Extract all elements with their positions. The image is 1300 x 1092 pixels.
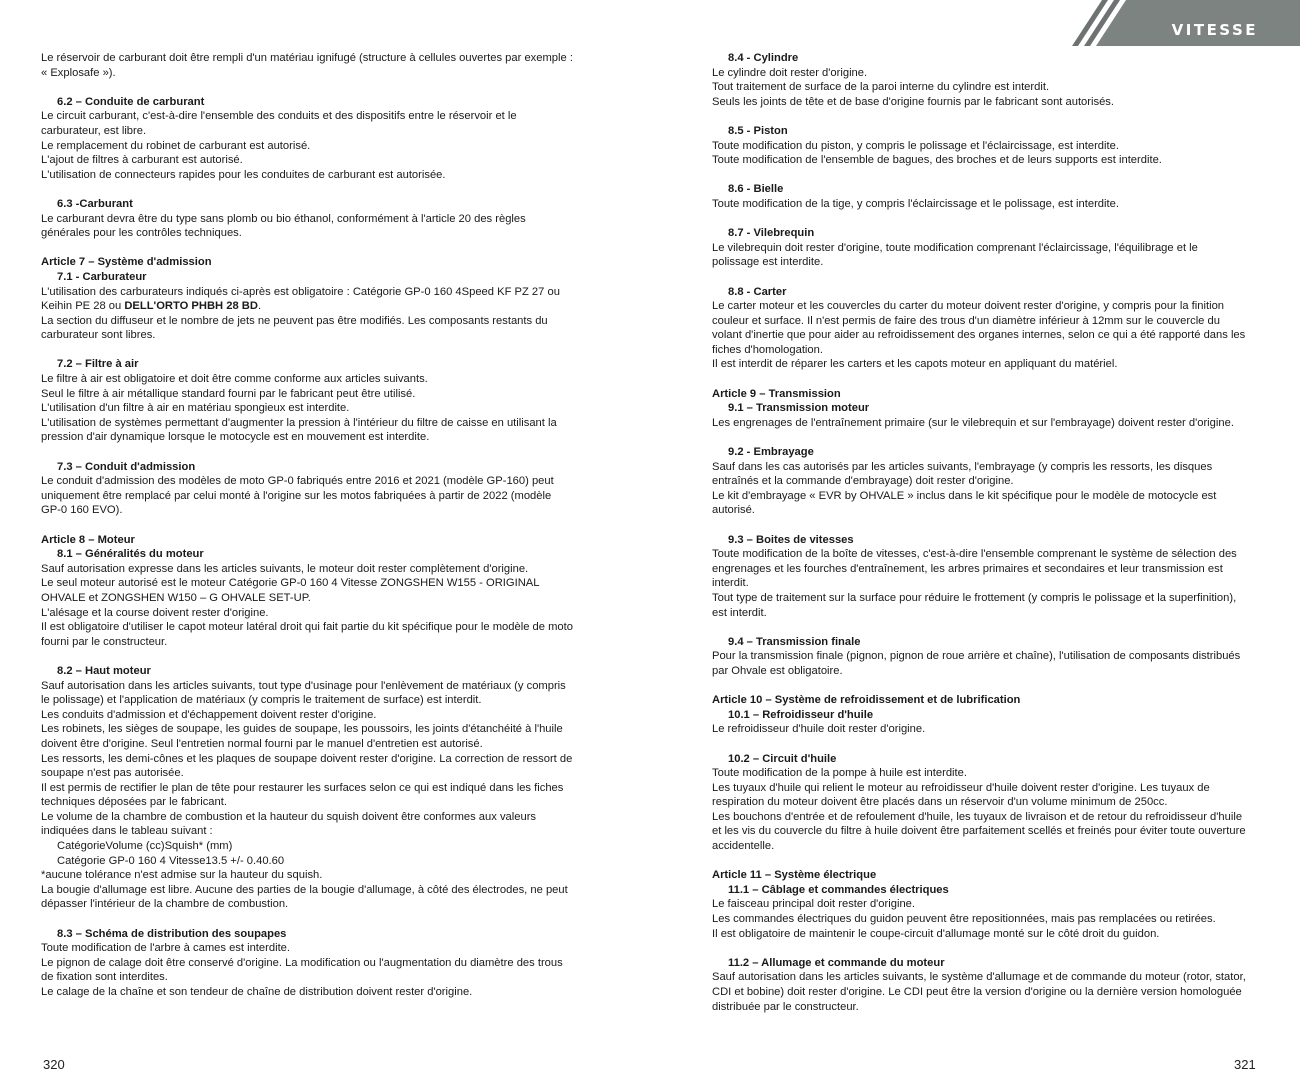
section-heading: 8.2 – Haut moteur <box>57 664 151 677</box>
paragraph-line: carburateur sont libres. <box>41 329 156 342</box>
section-heading: 11.2 – Allumage et commande du moteur <box>728 956 945 969</box>
paragraph-line: Les ressorts, les demi-cônes et les plaques de soupape doivent rester d'origine. La correction de ressort de <box>41 752 573 765</box>
paragraph-line: indiquées dans le tableau suivant : <box>41 825 213 838</box>
paragraph-line: CDI et bobine) doit rester d'origine. Le CDI peut être la version d'origine ou la dernière version homologuée <box>712 986 1242 998</box>
section-heading: 6.3 -Carburant <box>57 197 133 210</box>
paragraph <box>712 139 1258 168</box>
section-heading: 9.2 - Embrayage <box>728 446 814 459</box>
section-8-6 <box>712 182 1258 211</box>
paragraph-line: Le circuit carburant, c'est-à-dire l'ensemble des conduits et des dispositifs entre le réservoir et le <box>41 110 517 123</box>
paragraph-line: fiches d'homologation. <box>712 343 823 356</box>
article-11 <box>712 868 1258 941</box>
section-11-2 <box>712 956 1258 1014</box>
article-heading: Article 11 – Système électrique <box>712 869 877 882</box>
paragraph-line: Tout traitement de surface de la paroi interne du cylindre est interdit. <box>712 81 1050 94</box>
paragraph-line: respiration du moteur doivent être placés dans un réservoir d'un volume minimum de 250cc. <box>712 796 1168 809</box>
paragraph-line: Toute modification du piston, y compris le polissage et l'éclaircissage, est interdite. <box>712 139 1119 152</box>
paragraph <box>41 372 588 445</box>
paragraph-line: Le réservoir de carburant doit être rempli d'un matériau ignifugé (structure à cellules ouvertes par exemple : <box>41 52 573 64</box>
paragraph-line: La section du diffuseur et le nombre de jets ne peuvent pas être modifiés. Les composants restants du <box>41 314 548 327</box>
paragraph-line: Le remplacement du robinet de carburant est autorisé. <box>41 139 311 152</box>
paragraph-line: Les conduits d'admission et d'échappement doivent rester d'origine. <box>41 708 377 721</box>
paragraph <box>41 679 588 840</box>
paragraph-line: fourni par le constructeur. <box>41 635 168 648</box>
paragraph-line: Sauf autorisation expresse dans les articles suivants, le moteur doit rester complètement d'origine. <box>41 562 529 575</box>
paragraph <box>712 970 1258 1014</box>
article-heading: Article 9 – Transmission <box>712 387 841 400</box>
paragraph-line: engrenages et les fourches d'entraînement, les arbres primaires et secondaires et leur transmission est <box>712 562 1223 575</box>
paragraph-line: Keihin PE 28 ou DELL'ORTO PHBH 28 BD. <box>41 300 262 313</box>
article-heading: Article 10 – Système de refroidissement et de lubrification <box>712 694 1021 707</box>
section-6-3 <box>41 197 588 241</box>
section-8-5 <box>712 124 1258 168</box>
paragraph <box>41 562 588 650</box>
section-heading: 8.4 - Cylindre <box>728 52 799 64</box>
paragraph-line: Toute modification de la tige, y compris l'éclaircissage et le polissage, est interdite. <box>712 197 1119 210</box>
section-8-4 <box>712 51 1258 109</box>
section-heading: 8.5 - Piston <box>728 124 788 137</box>
paragraph-line: distribuée par le constructeur. <box>712 1000 859 1013</box>
paragraph-line: Sauf autorisation dans les articles suivants, tout type d'usinage pour l'enlèvement de matériaux (y compris <box>41 679 566 692</box>
paragraph-line: Il est permis de rectifier le plan de tête pour restaurer les surfaces selon ce qui est indiqué dans les fiches <box>41 781 564 794</box>
banner-title: VITESSE <box>1171 21 1258 39</box>
table-row: Catégorie GP-0 160 4 Vitesse13.5 +/- 0.40.60 <box>57 854 285 867</box>
paragraph-line: Le filtre à air est obligatoire et doit être comme conforme aux articles suivants. <box>41 373 428 386</box>
section-7-3 <box>41 460 588 518</box>
paragraph-line: Seuls les joints de tête et de base d'origine fournis par le fabricant sont autorisés. <box>712 95 1115 108</box>
section-9-3 <box>712 533 1258 621</box>
section-heading: 6.2 – Conduite de carburant <box>57 95 205 108</box>
paragraph-line: par Ohvale est obligatoire. <box>712 664 843 677</box>
article-8 <box>41 533 588 650</box>
paragraph-line: Pour la transmission finale (pignon, pignon de roue arrière et chaîne), l'utilisation de composants distribués <box>712 650 1241 663</box>
paragraph <box>712 766 1258 854</box>
paragraph-line: OHVALE et ZONGSHEN W150 – G OHVALE SET-UP. <box>41 591 311 604</box>
right-page <box>650 0 1300 1092</box>
paragraph-line: couleur et surface. Il n'est permis de faire des trous d'un diamètre inférieur à 12mm sur le couvercle du <box>712 314 1220 327</box>
paragraph-line: polissage est interdite. <box>712 256 824 269</box>
paragraph-line: L'utilisation d'un filtre à air en matériau spongieux est interdite. <box>41 402 350 415</box>
paragraph <box>712 722 1258 737</box>
paragraph <box>41 314 588 343</box>
section-heading: 7.1 - Carburateur <box>57 270 147 283</box>
section-6-2 <box>41 95 588 183</box>
paragraph-line: et les vis du couvercle du filtre à huile doivent être parfaitement scellés et freinés pour éviter toute ouverture <box>712 825 1246 838</box>
left-column <box>41 51 588 1014</box>
paragraph-line: Le refroidisseur d'huile doit rester d'origine. <box>712 723 926 736</box>
paragraph-line: Il est obligatoire d'utiliser le capot moteur latéral droit qui fait partie du kit spécifique pour le modèle de moto <box>41 621 573 634</box>
paragraph <box>712 416 1258 431</box>
section-heading: 8.3 – Schéma de distribution des soupapes <box>57 927 287 940</box>
paragraph-line: autorisé. <box>712 504 755 517</box>
paragraph <box>41 212 588 241</box>
paragraph <box>712 66 1258 110</box>
paragraph-line: entraînés et la commande d'embrayage) doit rester d'origine. <box>712 475 1014 488</box>
page-number: 320 <box>43 1057 65 1072</box>
section-8-3 <box>41 927 588 1000</box>
paragraph-line: Sauf dans les cas autorisés par les articles suivants, l'embrayage (y compris les ressorts, les disques <box>712 460 1213 473</box>
paragraph-line: Il est interdit de réparer les carters et les capots moteur en appliquant du matériel. <box>712 358 1118 371</box>
paragraph-line: accidentelle. <box>712 840 775 853</box>
paragraph-line: Toute modification de l'ensemble de bagues, des broches et de leurs supports est interdite. <box>712 154 1162 167</box>
paragraph-line: de fixation sont interdites. <box>41 971 168 984</box>
page-number: 321 <box>1234 1057 1256 1072</box>
paragraph <box>712 547 1258 620</box>
paragraph-line: Il est obligatoire de maintenir le coupe-circuit d'allumage monté sur le côté droit du guidon. <box>712 927 1160 940</box>
paragraph-line: Le pignon de calage doit être conservé d'origine. La modification ou l'augmentation du diamètre des trous <box>41 956 563 969</box>
paragraph <box>41 868 588 912</box>
paragraph-line: Les bouchons d'entrée et de refoulement d'huile, les tuyaux de livraison et de retour du refroidisseur d'huile <box>712 810 1243 823</box>
squish-table <box>41 839 588 868</box>
paragraph-line: Toute modification de l'arbre à cames est interdite. <box>41 942 291 955</box>
section-heading: 8.8 - Carter <box>728 285 787 298</box>
paragraph-line: GP-0 160 EVO). <box>41 504 123 517</box>
paragraph <box>712 241 1258 270</box>
paragraph <box>712 460 1258 518</box>
paragraph-line: pression d'air dynamique lorsque le motocycle est en mouvement est interdite. <box>41 431 430 444</box>
paragraph-line: L'utilisation de systèmes permettant d'augmenter la pression à l'intérieur du filtre de caisse en utilisant la <box>41 416 557 429</box>
section-heading: 9.4 – Transmission finale <box>728 635 861 648</box>
article-10 <box>712 693 1258 737</box>
paragraph-line: carburateur, est libre. <box>41 124 147 137</box>
paragraph-line: le polissage) et l'application de matériaux (y compris le traitement de surface) est interdit. <box>41 694 482 707</box>
paragraph-line: Les commandes électriques du guidon peuvent être repositionnées, mais pas remplacées ou retirées. <box>712 913 1216 926</box>
paragraph <box>41 474 588 518</box>
paragraph-line: Les tuyaux d'huile qui relient le moteur au refroidisseur d'huile doivent rester d'origine. Les tuyaux de <box>712 781 1210 794</box>
section-heading: 7.3 – Conduit d'admission <box>57 460 196 473</box>
paragraph-line: L'utilisation des carburateurs indiqués ci-après est obligatoire : Catégorie GP-0 160 4Speed KF PZ 27 ou <box>41 285 560 298</box>
paragraph-line: doivent être d'origine. Seul l'entretien normal fourni par le manuel d'entretien est autorisé. <box>41 737 483 750</box>
paragraph-line: Le seul moteur autorisé est le moteur Catégorie GP-0 160 4 Vitesse ZONGSHEN W155 - ORIGINAL <box>41 577 540 590</box>
section-heading: 11.1 – Câblage et commandes électriques <box>728 883 949 896</box>
section-7-2 <box>41 357 588 445</box>
section-9-2 <box>712 445 1258 518</box>
paragraph-line: « Explosafe »). <box>41 66 116 79</box>
intro-section <box>41 51 588 80</box>
paragraph <box>712 897 1258 941</box>
paragraph-line: Toute modification de la pompe à huile est interdite. <box>712 767 967 780</box>
paragraph-line: Le vilebrequin doit rester d'origine, toute modification comprenant l'éclaircissage, l'équilibrage et le <box>712 241 1198 254</box>
paragraph <box>712 197 1258 212</box>
section-heading: 10.2 – Circuit d'huile <box>728 752 837 765</box>
paragraph-line: Le kit d'embrayage « EVR by OHVALE » inclus dans le kit spécifique pour le modèle de motocycle est <box>712 489 1217 502</box>
paragraph-line: Le calage de la chaîne et son tendeur de chaîne de distribution doivent rester d'origine. <box>41 986 473 998</box>
paragraph <box>41 941 588 999</box>
paragraph-line: Les engrenages de l'entraînement primaire (sur le vilebrequin et sur l'embrayage) doivent rester d'origine. <box>712 416 1234 429</box>
paragraph-line: Le carter moteur et les couvercles du carter du moteur doivent rester d'origine, y compris pour la finition <box>712 300 1225 313</box>
paragraph-line: Toute modification de la boîte de vitesses, c'est-à-dire l'ensemble comprenant le système de sélection des <box>712 548 1237 561</box>
paragraph-line: générales pour les contrôles techniques. <box>41 227 242 240</box>
paragraph-line: L'alésage et la course doivent rester d'origine. <box>41 606 269 619</box>
section-10-2 <box>712 752 1258 854</box>
paragraph-line: interdit. <box>712 577 749 590</box>
table-row: CatégorieVolume (cc)Squish* (mm) <box>57 840 233 853</box>
paragraph-line: Le volume de la chambre de combustion et la hauteur du squish doivent être conformes aux valeurs <box>41 810 537 823</box>
paragraph-line: Seul le filtre à air métallique standard fourni par le fabricant peut être utilisé. <box>41 387 416 400</box>
section-heading: 9.3 – Boites de vitesses <box>728 533 854 546</box>
section-8-7 <box>712 226 1258 270</box>
paragraph-line: L'utilisation de connecteurs rapides pour les conduites de carburant est autorisée. <box>41 168 446 181</box>
article-9 <box>712 387 1258 431</box>
paragraph-line: Le conduit d'admission des modèles de moto GP-0 fabriqués entre 2016 et 2021 (modèle GP-160) peut <box>41 475 554 488</box>
paragraph-line: L'ajout de filtres à carburant est autorisé. <box>41 154 243 167</box>
paragraph-line: La bougie d'allumage est libre. Aucune des parties de la bougie d'allumage, à côté des électrodes, ne peut <box>41 883 568 896</box>
paragraph-line: Le cylindre doit rester d'origine. <box>712 66 868 79</box>
paragraph-line: uniquement être remplacé par celui monté à l'origine sur les motos fabriquées à partir de 2022 (modèle <box>41 489 552 502</box>
article-heading: Article 8 – Moteur <box>41 533 135 546</box>
paragraph-line: Les robinets, les sièges de soupape, les guides de soupape, les poussoirs, les joints d'étanchéité à l'huile <box>41 723 563 736</box>
paragraph-line: dépasser l'intérieur de la chambre de combustion. <box>41 898 289 911</box>
article-heading: Article 7 – Système d'admission <box>41 256 212 269</box>
section-8-2 <box>41 664 588 912</box>
paragraph-line: *aucune tolérance n'est admise sur la hauteur du squish. <box>41 869 323 882</box>
paragraph-line: Tout type de traitement sur la surface pour réduire le frottement (y compris le polissage et la superfinition), <box>712 591 1237 604</box>
section-heading: 8.6 - Bielle <box>728 183 784 196</box>
article-7 <box>41 255 588 343</box>
section-heading: 9.1 – Transmission moteur <box>728 402 870 415</box>
paragraph <box>712 649 1258 678</box>
section-heading: 8.7 - Vilebrequin <box>728 227 815 240</box>
carburetor-model: DELL'ORTO PHBH 28 BD <box>124 300 258 313</box>
section-heading: 8.1 – Généralités du moteur <box>57 548 204 561</box>
section-8-8 <box>712 285 1258 373</box>
paragraph-line: techniques déposées par le fabricant. <box>41 796 227 809</box>
paragraph-line: soupape n'est pas autorisée. <box>41 767 184 780</box>
right-column <box>712 51 1258 1029</box>
section-9-4 <box>712 635 1258 679</box>
paragraph <box>712 299 1258 372</box>
section-heading: 10.1 – Refroidisseur d'huile <box>728 708 874 721</box>
paragraph-line: Le faisceau principal doit rester d'origine. <box>712 898 916 911</box>
paragraph <box>41 109 588 182</box>
section-heading: 7.2 – Filtre à air <box>57 358 139 371</box>
paragraph-line: volant d'inertie que pour aider au refroidissement des organes internes, selon ce qui a été rapporté dans les <box>712 329 1246 342</box>
paragraph-line: Le carburant devra être du type sans plomb ou bio éthanol, conformément à l'article 20 des règles <box>41 212 526 225</box>
paragraph-line: est interdit. <box>712 606 767 619</box>
paragraph-line: Sauf autorisation dans les articles suivants, le système d'allumage et de commande du moteur (rotor, stator, <box>712 971 1246 984</box>
